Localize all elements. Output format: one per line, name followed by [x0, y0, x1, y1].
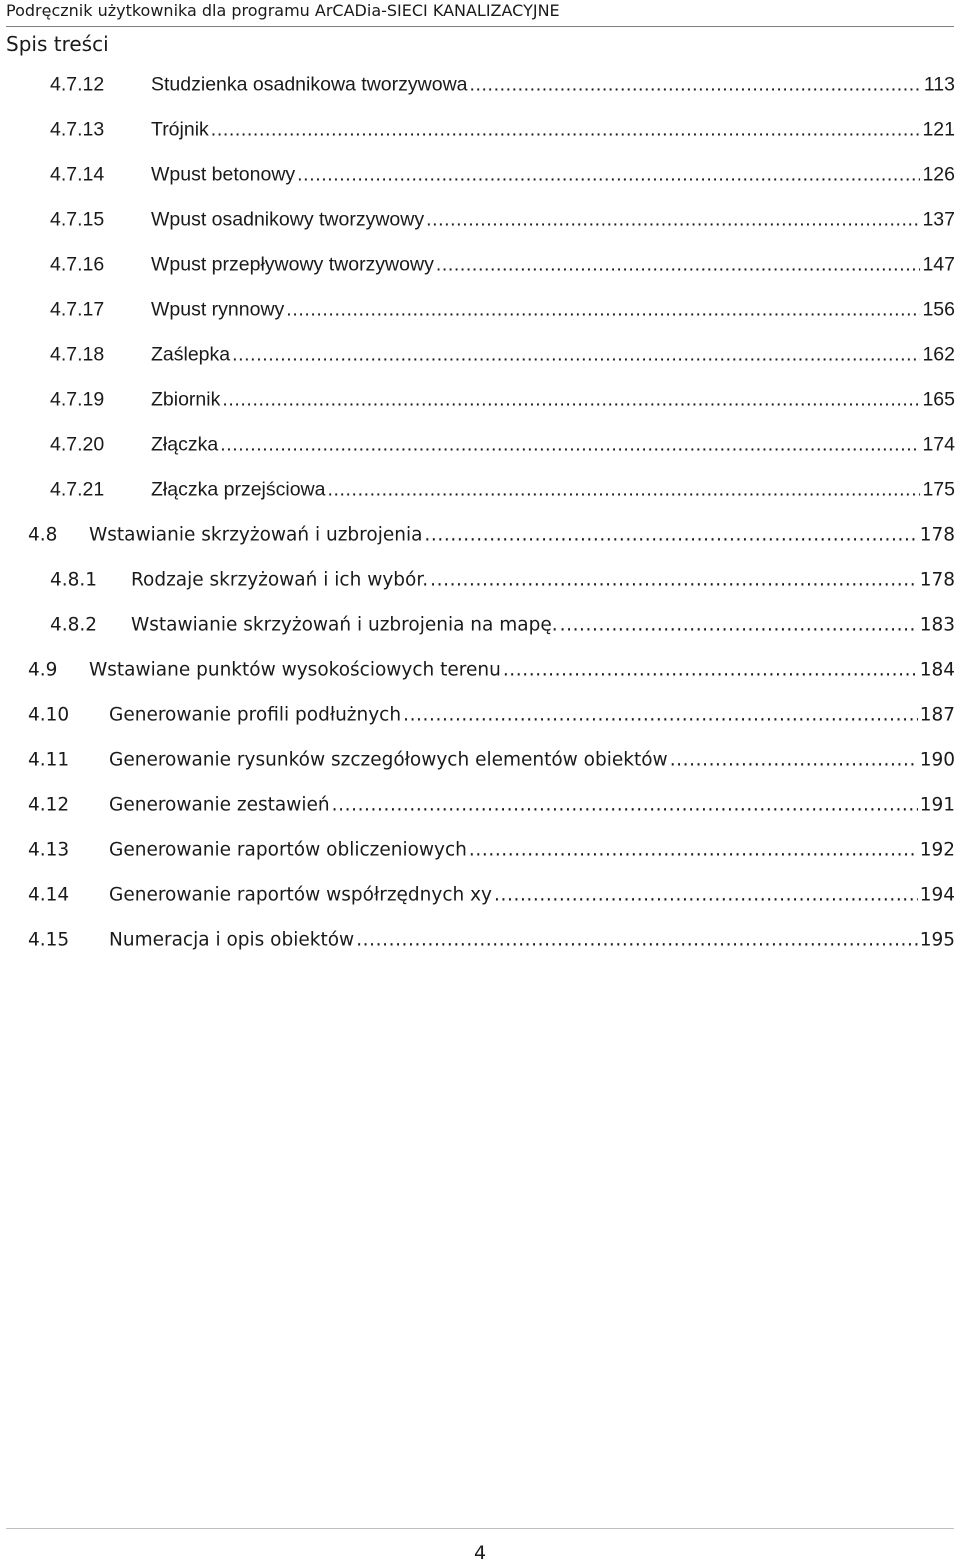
- toc-entry-number: 4.8.1: [50, 569, 98, 590]
- toc-entry[interactable]: [0, 287, 960, 332]
- toc-entry[interactable]: [0, 827, 960, 872]
- toc-entry-title[interactable]: Złączka przejściowa: [151, 478, 326, 500]
- toc-title: Spis treści: [6, 32, 109, 56]
- toc-entry-title[interactable]: Wpust osadnikowy tworzywowy: [151, 208, 425, 230]
- toc-dot-leader: [503, 659, 918, 680]
- toc-entry[interactable]: [0, 467, 960, 512]
- toc-entry[interactable]: [0, 512, 960, 557]
- toc-dot-leader: [211, 118, 921, 141]
- toc-entry-number: 4.7.17: [50, 298, 105, 320]
- toc-dot-leader: [670, 749, 918, 770]
- toc-entry-number: 4.7.21: [50, 478, 105, 500]
- toc-entry-page[interactable]: 165: [922, 388, 955, 410]
- toc-entry-title[interactable]: Generowanie raportów współrzędnych xy: [109, 884, 493, 905]
- toc-entry[interactable]: [0, 557, 960, 602]
- toc-entry-title[interactable]: Generowanie rysunków szczegółowych elementów obiektów: [109, 749, 668, 770]
- toc-entry-leader: [131, 614, 960, 635]
- toc-entry[interactable]: [0, 377, 960, 422]
- toc-entry[interactable]: [0, 872, 960, 917]
- toc-entry-page[interactable]: 184: [919, 659, 955, 680]
- toc-entry-leader: [109, 839, 960, 860]
- toc-entry[interactable]: [0, 917, 960, 962]
- toc-entry-number: 4.14: [28, 884, 70, 905]
- toc-entry-leader: [151, 253, 960, 276]
- toc-entry-title[interactable]: Wstawiane punktów wysokościowych terenu: [89, 659, 501, 680]
- toc-entry-title[interactable]: Złączka: [151, 433, 219, 455]
- toc-dot-leader: [430, 569, 918, 590]
- toc-entry-title[interactable]: Wpust betonowy: [151, 163, 296, 185]
- toc-dot-leader: [286, 298, 920, 321]
- toc-entry-page[interactable]: 192: [919, 839, 955, 860]
- toc-entry-number: 4.7.16: [50, 253, 105, 275]
- toc-entry[interactable]: [0, 647, 960, 692]
- toc-dot-leader: [232, 343, 920, 366]
- toc-entry[interactable]: [0, 737, 960, 782]
- toc-entry-leader: [109, 749, 960, 770]
- toc-entry-title[interactable]: Rodzaje skrzyżowań i ich wybór.: [131, 569, 429, 590]
- toc-entry-page[interactable]: 175: [922, 478, 955, 500]
- toc-entry-page[interactable]: 162: [922, 343, 955, 365]
- toc-entry-leader: [131, 569, 960, 590]
- page-number: 4: [473, 1542, 487, 1564]
- toc-entry-page[interactable]: 187: [919, 704, 955, 725]
- toc-entry-number: 4.7.18: [50, 343, 105, 365]
- toc-entry-leader: [109, 794, 960, 815]
- toc-dot-leader: [220, 433, 920, 456]
- toc-entry-number: 4.7.14: [50, 163, 105, 185]
- toc-entry-title[interactable]: Generowanie raportów obliczeniowych: [109, 839, 467, 860]
- toc-entry[interactable]: [0, 422, 960, 467]
- toc-entry-number: 4.15: [28, 929, 70, 950]
- toc-entry-number: 4.7.12: [50, 73, 105, 95]
- toc-entry-number: 4.8.2: [50, 614, 98, 635]
- toc-dot-leader: [470, 73, 922, 96]
- toc-list: [0, 62, 960, 962]
- toc-entry[interactable]: [0, 107, 960, 152]
- toc-entry-title[interactable]: Numeracja i opis obiektów: [109, 929, 355, 950]
- toc-entry-page[interactable]: 178: [919, 524, 955, 545]
- toc-entry-title[interactable]: Wstawianie skrzyżowań i uzbrojenia na mapę.: [131, 614, 558, 635]
- toc-dot-leader: [424, 524, 917, 545]
- toc-entry-number: 4.10: [28, 704, 70, 725]
- toc-entry-page[interactable]: 178: [919, 569, 955, 590]
- toc-entry-title[interactable]: Generowanie profili podłużnych: [109, 704, 402, 725]
- toc-entry[interactable]: [0, 152, 960, 197]
- toc-entry-leader: [151, 73, 960, 96]
- toc-entry-number: 4.13: [28, 839, 70, 860]
- toc-dot-leader: [426, 208, 920, 231]
- toc-dot-leader: [327, 478, 920, 501]
- toc-dot-leader: [469, 839, 918, 860]
- toc-entry-page[interactable]: 126: [922, 163, 955, 185]
- toc-entry-title[interactable]: Wpust przepływowy tworzywowy: [151, 253, 434, 275]
- toc-entry-title[interactable]: Studzienka osadnikowa tworzywowa: [151, 73, 468, 95]
- toc-entry-number: 4.7.19: [50, 388, 105, 410]
- toc-entry-number: 4.7.20: [50, 433, 105, 455]
- toc-dot-leader: [403, 704, 918, 725]
- toc-entry-number: 4.7.13: [50, 118, 105, 140]
- toc-dot-leader: [560, 614, 918, 635]
- toc-dot-leader: [297, 163, 920, 186]
- toc-entry-title[interactable]: Wstawianie skrzyżowań i uzbrojenia: [89, 524, 423, 545]
- toc-entry-leader: [151, 433, 960, 456]
- toc-dot-leader: [436, 253, 921, 276]
- toc-dot-leader: [332, 794, 918, 815]
- toc-entry[interactable]: [0, 332, 960, 377]
- toc-entry[interactable]: [0, 62, 960, 107]
- toc-entry-leader: [151, 163, 960, 186]
- running-header: Podręcznik użytkownika dla programu ArCADia-SIECI KANALIZACYJNE: [6, 0, 954, 27]
- toc-entry-number: 4.11: [28, 749, 70, 770]
- toc-entry-page[interactable]: 191: [919, 794, 955, 815]
- toc-entry-page[interactable]: 113: [923, 73, 955, 95]
- toc-entry-page[interactable]: 174: [922, 433, 955, 455]
- toc-entry-leader: [151, 208, 960, 231]
- toc-entry[interactable]: [0, 197, 960, 242]
- toc-entry-leader: [151, 298, 960, 321]
- toc-entry-title[interactable]: Zbiornik: [151, 388, 221, 410]
- toc-entry-leader: [109, 929, 960, 950]
- toc-entry[interactable]: [0, 782, 960, 827]
- toc-entry-leader: [89, 659, 960, 680]
- toc-entry-page[interactable]: 137: [922, 208, 955, 230]
- toc-entry[interactable]: [0, 692, 960, 737]
- toc-entry-page[interactable]: 121: [922, 118, 955, 140]
- toc-entry-page[interactable]: 195: [919, 929, 955, 950]
- toc-entry-page[interactable]: 183: [919, 614, 955, 635]
- toc-entry-title[interactable]: Trójnik: [151, 118, 209, 140]
- footer-divider: [6, 1528, 954, 1529]
- toc-entry-number: 4.8: [28, 524, 58, 545]
- toc-entry-leader: [151, 478, 960, 501]
- toc-entry-leader: [151, 118, 960, 141]
- toc-entry-number: 4.7.15: [50, 208, 105, 230]
- toc-entry[interactable]: [0, 602, 960, 647]
- toc-entry-leader: [109, 884, 960, 905]
- toc-entry-title[interactable]: Zaślepka: [151, 343, 231, 365]
- toc-entry-number: 4.9: [28, 659, 58, 680]
- toc-entry-page[interactable]: 190: [919, 749, 955, 770]
- toc-dot-leader: [356, 929, 918, 950]
- toc-dot-leader: [222, 388, 920, 411]
- toc-entry-leader: [151, 388, 960, 411]
- toc-entry-page[interactable]: 194: [919, 884, 955, 905]
- toc-entry-number: 4.12: [28, 794, 70, 815]
- toc-entry-leader: [151, 343, 960, 366]
- toc-entry-title[interactable]: Generowanie zestawień: [109, 794, 330, 815]
- toc-entry-leader: [89, 524, 960, 545]
- toc-entry-page[interactable]: 147: [922, 253, 955, 275]
- toc-dot-leader: [494, 884, 918, 905]
- toc-entry-page[interactable]: 156: [922, 298, 955, 320]
- toc-entry[interactable]: [0, 242, 960, 287]
- toc-entry-title[interactable]: Wpust rynnowy: [151, 298, 285, 320]
- toc-entry-leader: [109, 704, 960, 725]
